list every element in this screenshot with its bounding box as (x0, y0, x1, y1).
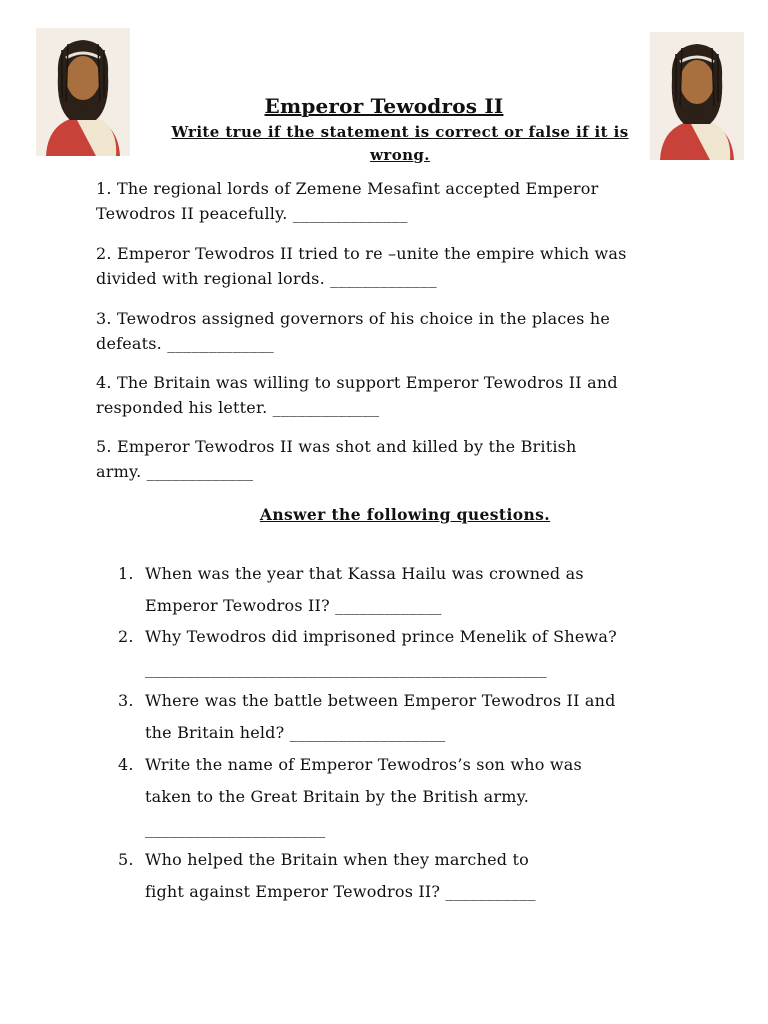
true-false-item (96, 370, 696, 420)
question-item (118, 844, 718, 908)
question-line: Emperor Tewodros II? _____________ (145, 596, 442, 615)
question-line: Where was the battle between Emperor Tewodros II and (145, 691, 616, 710)
question-number: 3. (118, 691, 134, 710)
true-false-item (96, 306, 696, 356)
question-line: taken to the Great Britain by the British army. (145, 787, 530, 806)
question-number: 2. (118, 627, 134, 646)
question-item (118, 749, 718, 845)
question-line: Why Tewodros did imprisoned prince Menelik of Shewa? (145, 627, 617, 646)
question-item (118, 621, 718, 685)
question-line: Write the name of Emperor Tewodros’s son who was (145, 755, 582, 774)
question-item (118, 685, 718, 749)
emperor-portrait-left (36, 28, 130, 156)
question-line: When was the year that Kassa Hailu was crowned as (145, 564, 584, 583)
question-line: the Britain held? ___________________ (145, 723, 446, 742)
statement-line: 1. The regional lords of Zemene Mesafint accepted Emperor (96, 179, 599, 198)
statement-line: divided with regional lords. _____________ (96, 269, 437, 288)
statement-line: army. _____________ (96, 462, 254, 481)
true-false-item (96, 241, 696, 291)
question-line: ______________________ (145, 819, 326, 838)
question-number: 5. (118, 850, 134, 869)
question-number: 4. (118, 755, 134, 774)
question-item (118, 558, 718, 622)
statement-line: 4. The Britain was willing to support Emperor Tewodros II and (96, 373, 618, 392)
statement-line: defeats. _____________ (96, 334, 274, 353)
true-false-item (96, 176, 696, 226)
question-line: _________________________________________________ (145, 659, 547, 678)
statement-line: 5. Emperor Tewodros II was shot and killed by the British (96, 437, 577, 456)
instruction-text: Write true if the statement is correct or false if it is wrong. (171, 123, 629, 164)
true-false-item (96, 434, 696, 484)
statement-line: responded his letter. _____________ (96, 398, 380, 417)
statement-line: 3. Tewodros assigned governors of his choice in the places he (96, 309, 611, 328)
questions-heading: Answer the following questions. (259, 505, 551, 524)
page-title: Emperor Tewodros II (264, 94, 504, 118)
statement-line: 2. Emperor Tewodros II tried to re –unite the empire which was (96, 244, 627, 263)
statement-line: Tewodros II peacefully. ______________ (96, 204, 408, 223)
question-number: 1. (118, 564, 134, 583)
question-line: fight against Emperor Tewodros II? ___________ (145, 882, 536, 901)
question-line: Who helped the Britain when they marched to (145, 850, 529, 869)
